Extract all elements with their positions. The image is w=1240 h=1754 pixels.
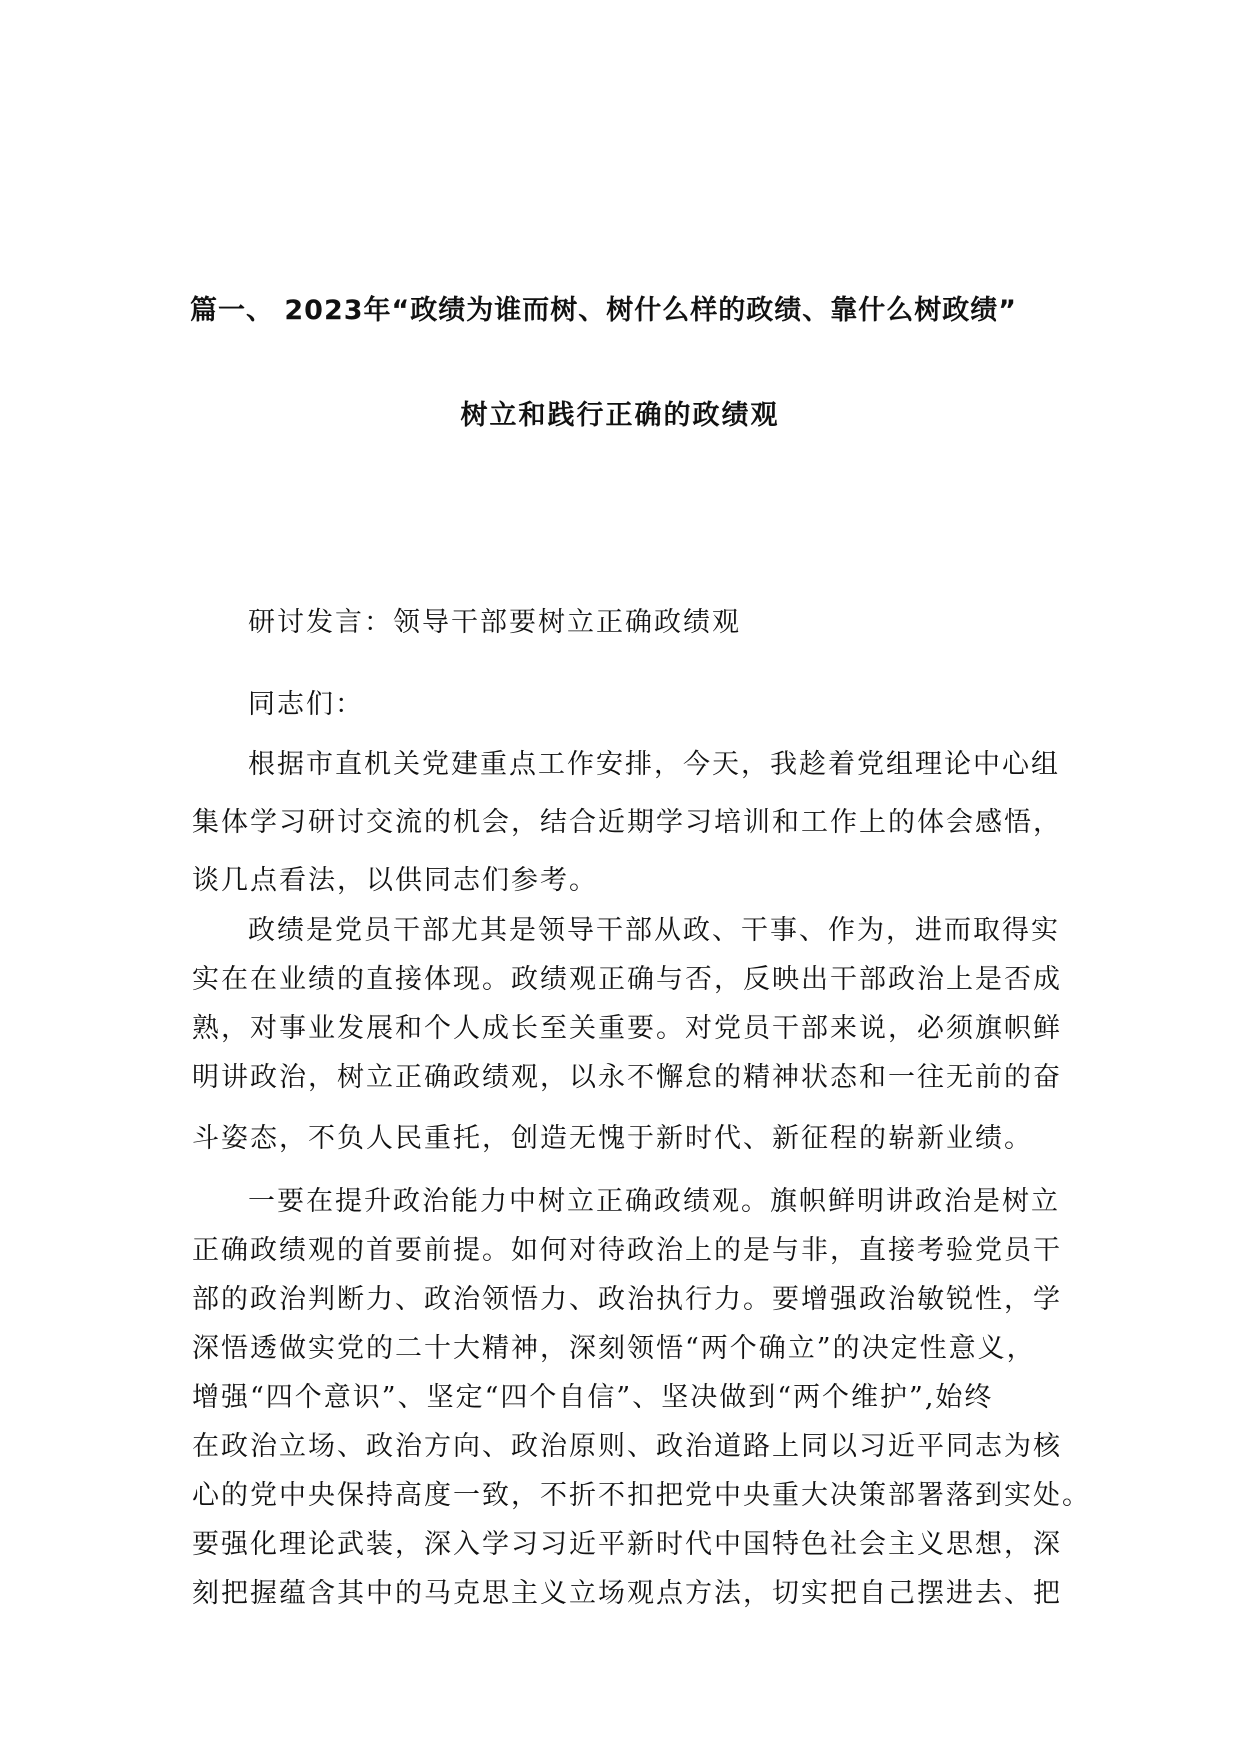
paragraph-line: 政绩是党员干部尤其是领导干部从政、干事、作为，进而取得实 <box>248 915 1060 946</box>
paragraph-line: 实在在业绩的直接体现。政绩观正确与否，反映出干部政治上是否成 <box>192 964 1062 995</box>
speech-subtitle <box>192 598 1072 647</box>
paragraph-line: 一要在提升政治能力中树立正确政绩观。旗帜鲜明讲政治是树立 <box>248 1186 1060 1217</box>
paragraph-1 <box>192 736 1072 910</box>
paragraph-2 <box>192 906 1072 1163</box>
paragraph-line: 在政治立场、政治方向、政治原则、政治道路上同以习近平同志为核 <box>192 1431 1062 1462</box>
paragraph-line: 深悟透做实党的二十大精神，深刻领悟“两个确立”的决定性意义， <box>192 1333 1036 1364</box>
paragraph-line: 熟，对事业发展和个人成长至关重要。对党员干部来说，必须旗帜鲜 <box>192 1013 1062 1044</box>
paragraph-line: 根据市直机关党建重点工作安排，今天，我趁着党组理论中心组 <box>248 749 1060 780</box>
paragraph-line: 谈几点看法，以供同志们参考。 <box>192 865 598 896</box>
paragraph-line: 正确政绩观的首要前提。如何对待政治上的是与非，直接考验党员干 <box>192 1235 1062 1266</box>
paragraph-line: 刻把握蕴含其中的马克思主义立场观点方法，切实把自己摆进去、把 <box>192 1578 1062 1609</box>
greeting <box>192 680 1072 729</box>
paragraph-line: 要强化理论武装，深入学习习近平新时代中国特色社会主义思想，深 <box>192 1529 1062 1560</box>
paragraph-3 <box>192 1177 1091 1618</box>
paragraph-line: 部的政治判断力、政治领悟力、政治执行力。要增强政治敏锐性，学 <box>192 1284 1062 1315</box>
title-line-1: 篇一、 2023年“政绩为谁而树、树什么样的政绩、靠什么树政绩” <box>190 295 1018 326</box>
subtitle-text: 研讨发言：领导干部要树立正确政绩观 <box>248 607 741 638</box>
paragraph-line: 斗姿态，不负人民重托，创造无愧于新时代、新征程的崭新业绩。 <box>192 1123 1033 1154</box>
greeting-text: 同志们： <box>248 689 364 720</box>
paragraph-line: 增强“四个意识”、坚定“四个自信”、坚决做到“两个维护”,始终 <box>192 1382 994 1413</box>
paragraph-line: 明讲政治，树立正确政绩观，以永不懈怠的精神状态和一往无前的奋 <box>192 1062 1062 1093</box>
paragraph-line: 心的党中央保持高度一致，不折不扣把党中央重大决策部署落到实处。 <box>192 1480 1091 1511</box>
title-line-2: 树立和践行正确的政绩观 <box>460 400 780 431</box>
paragraph-line: 集体学习研讨交流的机会，结合近期学习培训和工作上的体会感悟， <box>192 807 1062 838</box>
